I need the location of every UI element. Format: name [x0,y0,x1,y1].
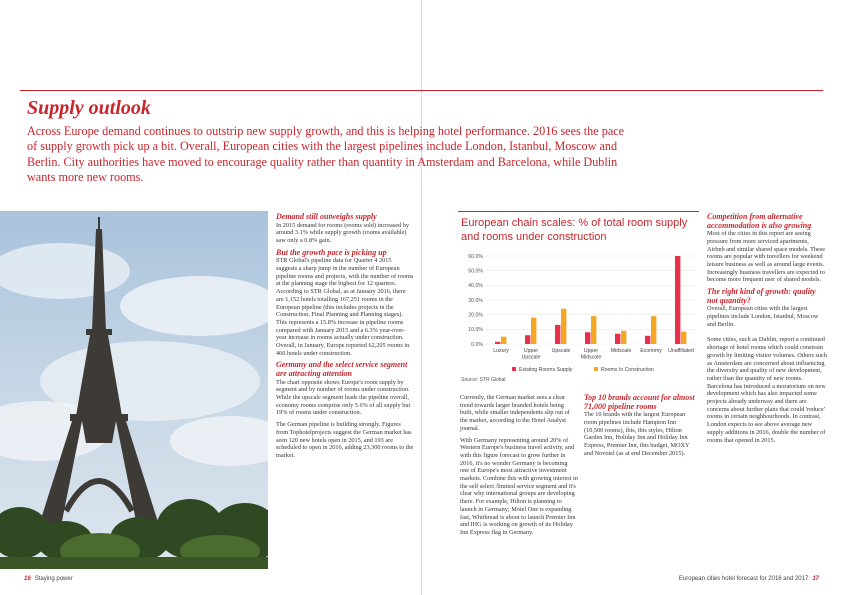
heading-demand: Demand still outweighs supply [276,212,377,221]
column-2 [460,394,578,541]
heading-competition: Competition from alternative accommodation is also growing [707,212,812,230]
page-title: Supply outlook [27,97,151,119]
heading-top-brands: Top 10 brands account for almost 71,000 pipeline rooms [584,393,695,411]
x-tick-label: Midscale [610,348,632,354]
footer-right-text: European cities hotel forecast for 2016 and 2017 [678,576,809,582]
paragraph: In 2015 demand for rooms (rooms sold) increased by around 3.1% while supply growth (rooms available) saw only a 0.8% gain. [276,221,409,244]
x-tick-label: Economy [640,348,662,354]
paragraph: STR Global's pipeline data for Quarter 4 2015 suggests a sharp jump in the number of European pipeline rooms and projects, with the number of rooms at the planning stage the highest for 12 quarters. According to STR Global, as at January 2016, there are 1,152 hotels totalling 167,251 rooms in the European pipeline (this includes projects in the Construction, Final Planning and Planning stages). This represents a 15.8% increase in pipeline rooms compared with January 2015 and a 6.3% year-over-year increase in rooms actually under construction. Overall, in January, Europe reported 62,205 rooms in 460 hotels under construction. [276,257,414,357]
bar-construction [681,332,686,344]
y-tick-label: 60.0% [468,253,483,260]
footer-right [679,576,819,582]
bar-existing [555,325,560,344]
paragraph: The chart opposite shows Europe's room supply by segment and by number of rooms under construction. While the upscale segment leads the pipeline overall, economy rooms comprise only 5.6% of all supply but 19% of rooms under construction. [276,378,411,417]
paragraph: The 10 brands with the largest European room pipelines include Hampton Inn (10,500 rooms), ibis, ibis styles, Hilton Garden Inn, Holiday Inn and Holiday Inn Express, Premier Inn, ibis budget, MOXY and Novotel (as at end December 2015). [584,411,690,457]
legend-swatch [594,367,598,371]
paragraph: Some cities, such as Dublin, report a continued shortage of hotel rooms which could constrain growth by limiting visitor volumes. Others such as Amsterdam are concerned about influencing the diversity and quality of new development, rather than the quantity of new rooms. Barcelona has introduced a moratorium on new development which has also impacted some projects already underway and there are concerns about further plans that could 'reduce' rooms in certain neighbourhoods. In contrast, London expects to see above average new supply additions in 2016, double the number of rooms that opened in 2015. [707,336,827,444]
bar-existing [615,334,620,344]
paragraph: Most of the cities in this report are seeing pressure from more serviced apartments, Airbnb and similar shared space models. These rooms are popular with travellers for weekend leisure business as well as around large events. Increasingly business travellers are expected to become more frequent user of shared models. [707,230,826,284]
y-tick-label: 0.0% [471,341,483,348]
bar-chart [456,250,701,378]
paragraph: The German pipeline is building strongly. Figures from Tophotelprojects suggest the German market has seen 120 new hotels open in 2015, and 193 are scheduled to open in 2016, adding 23,300 rooms to the market. [276,421,414,459]
y-tick-label: 40.0% [468,283,483,290]
paragraph: Currently, the German market sees a clear trend towards larger branded hotels being built, while smaller independents slip out of the market, according to the Hotel Analyst journal. [460,394,570,432]
y-tick-label: 30.0% [468,297,483,304]
bar-construction [591,316,596,344]
column-4 [707,213,827,448]
paragraph: Overall, European cities with the largest pipelines include London, Istanbul, Moscow and Berlin. [707,305,819,328]
chart-rule [458,211,699,212]
footer-left-text: Staying power [34,576,73,582]
page-number-left: 16 [24,576,31,582]
paragraph: With Germany representing around 20% of Western Europe's business travel activity, and with this figure forecast to grow further in 2016, it's no wonder Germany is becoming one of Europe's most attractive investment markets. Combine this with growing interest in the self select /limited service segment and it's clear why international groups are developing there. For example, Hilton is planning to launch in Germany; Motel One is expanding fast, Whitbread is about to launch Premier Inn and IHG is working on growth of its Holiday Inn Express flag in Germany. [460,436,578,536]
bar-construction [651,316,656,344]
page-number-right: 17 [812,576,819,582]
bar-existing [525,335,530,344]
x-tick-label: Unaffiliated [668,348,694,354]
x-tick-label: Upper Midscale [580,348,602,361]
x-tick-label: Upscale [551,348,571,354]
x-tick-label: Upper Upscale [521,348,541,361]
legend-label: Rooms In Construction [601,367,654,373]
bar-construction [531,318,536,344]
bar-construction [621,331,626,344]
x-tick-label: Luxury [493,348,509,354]
section-rule [20,90,823,91]
heading-growth-pace: But the growth pace is picking up [276,247,387,257]
bar-existing [585,332,590,344]
y-tick-label: 20.0% [468,312,483,319]
y-tick-label: 50.0% [468,268,483,275]
legend-label: Existing Rooms Supply [519,367,573,373]
chart-title: European chain scales: % of total room supply and rooms under construction [461,217,688,243]
footer-left [24,576,73,582]
heading-right-growth: The right kind of growth: quality not quantity? [707,287,816,305]
column-1 [276,213,414,464]
eiffel-tower-photo [0,211,268,569]
chart-source: Source: STR Global [461,377,506,383]
intro-paragraph: Across Europe demand continues to outstrip new supply growth, and this is helping hotel performance. 2016 sees the pace of supply growth pick up a bit. Overall, European cities with the largest pipelines include London, Istanbul, Moscow and Berlin. City authorities have moved to encourage quality rather than quantity in Amsterdam and Barcelona, while Dublin wants more new rooms. [27,124,625,185]
bar-construction [561,309,566,344]
heading-germany: Germany and the select service segment are attracting attention [276,360,408,379]
legend-swatch [512,367,516,371]
y-tick-label: 10.0% [468,327,483,334]
bar-existing [675,256,680,344]
bar-construction [501,337,506,344]
bar-existing [645,336,650,344]
column-3 [584,394,696,461]
bar-existing [495,342,500,344]
